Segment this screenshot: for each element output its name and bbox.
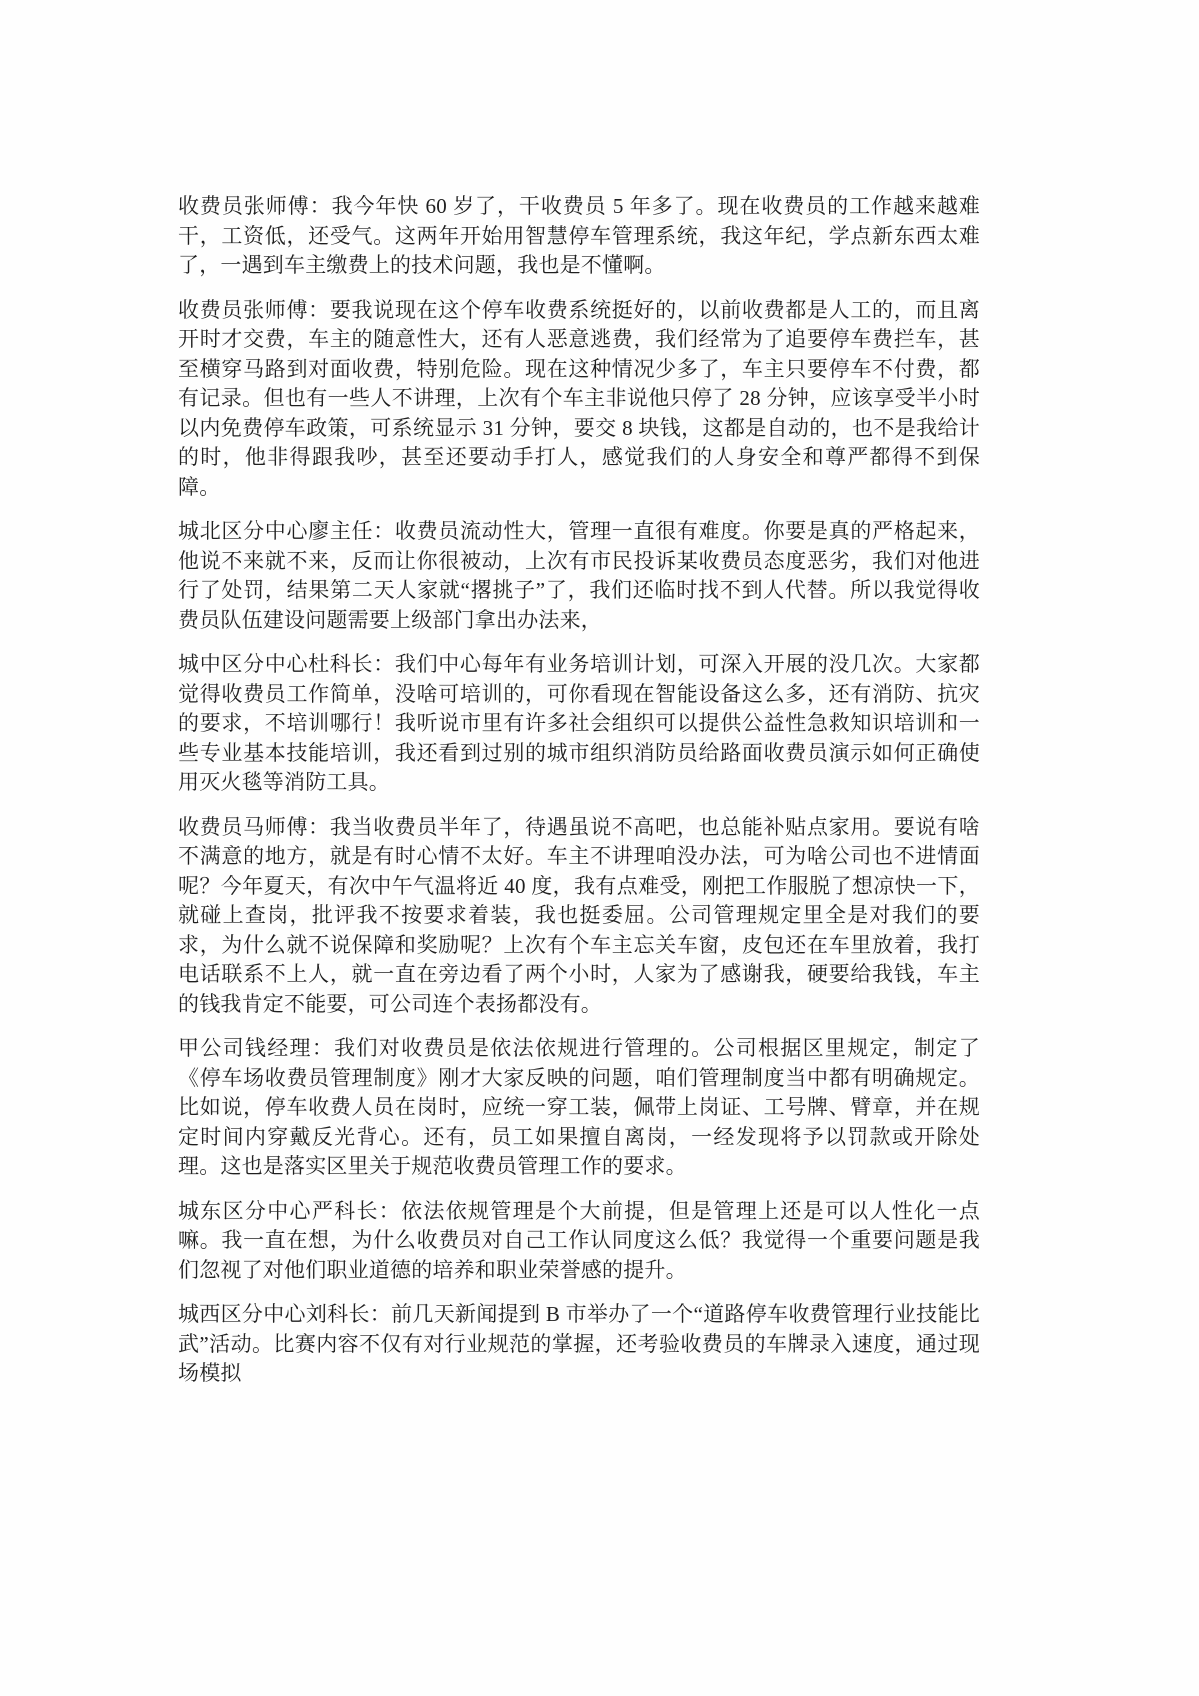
speaker-label: 城北区分中心廖主任： (178, 519, 395, 543)
text-block (178, 192, 980, 1389)
paragraph-text: 我们对收费员是依法依规进行管理的。公司根据区里规定，制定了《停车场收费员管理制度》刚才大家反映的问题，咱们管理制度当中都有明确规定。比如说，停车收费人员在岗时，应统一穿工装，佩带上岗证、工号牌、臂章，并在规定时间内穿戴反光背心。还有，员工如果擅自离岗，一经发现将予以罚款或开除处理。这也是落实区里关于规范收费员管理工作的要求。 (178, 1036, 980, 1178)
speaker-label: 收费员马师傅： (178, 814, 330, 839)
speaker-label: 收费员张师傅： (178, 297, 330, 322)
paragraph (178, 1197, 980, 1286)
speaker-label: 城西区分中心刘科长： (178, 1302, 392, 1326)
paragraph-text: 我当收费员半年了，待遇虽说不高吧，也总能补贴点家用。要说有啥不满意的地方，就是有时心情不太好。车主不讲理咱没办法，可为啥公司也不进情面呢？今年夏天，有次中午气温将近 40 度，我有点难受，刚把工作服脱了想凉快一下，就碰上查岗，批评我不按要求着装，我也挺委屈。公司管理规定里全是对我们的要求，为什么就不说保障和奖励呢？上次有个车主忘关车窗，皮包还在车里放着，我打电话联系不上人，就一直在旁边看了两个小时，人家为了感谢我，硬要给我钱，车主的钱我肯定不能要，可公司连个表扬都没有。 (178, 814, 980, 1016)
paragraph (178, 813, 980, 1020)
paragraph (178, 192, 980, 281)
paragraph (178, 296, 980, 503)
paragraph (178, 517, 980, 635)
paragraph-text: 收费员流动性大，管理一直很有难度。你要是真的严格起来，他说不来就不来，反而让你很被动，上次有市民投诉某收费员态度恶劣，我们对他进行了处罚，结果第二天人家就“撂挑子”了，我们还临时找不到人代替。所以我觉得收费员队伍建设问题需要上级部门拿出办法来， (178, 519, 980, 632)
paragraph-text: 要我说现在这个停车收费系统挺好的，以前收费都是人工的，而且离开时才交费，车主的随意性大，还有人恶意逃费，我们经常为了追要停车费拦车，甚至横穿马路到对面收费，特别危险。现在这种情况少多了，车主只要停车不付费，都有记录。但也有一些人不讲理，上次有个车主非说他只停了 28 分钟，应该享受半小时以内免费停车政策，可系统显示 31 分钟，要交 8 块钱，这都是自动的，也不是我给计的时，他非得跟我吵，甚至还要动手打人，感觉我们的人身安全和尊严都得不到保障。 (178, 297, 980, 499)
speaker-label: 城中区分中心杜科长： (178, 652, 395, 676)
speaker-label: 城东区分中心严科长： (178, 1198, 402, 1223)
paragraph-text: 我今年快 60 岁了，干收费员 5 年多了。现在收费员的工作越来越难干，工资低，还受气。这两年开始用智慧停车管理系统，我这年纪，学点新东西太难了，一遇到车主缴费上的技术问题，我也是不懂啊。 (178, 194, 980, 277)
paragraph (178, 1300, 980, 1389)
paragraph-text: 依法依规管理是个大前提，但是管理上还是可以人性化一点嘛。我一直在想，为什么收费员对自己工作认同度这么低？我觉得一个重要问题是我们忽视了对他们职业道德的培养和职业荣誉感的提升。 (178, 1198, 981, 1282)
speaker-label: 甲公司钱经理： (178, 1036, 335, 1060)
speaker-label: 收费员张师傅： (178, 194, 332, 218)
paragraph-text: 我们中心每年有业务培训计划，可深入开展的没几次。大家都觉得收费员工作简单，没啥可培训的，可你看现在智能设备这么多，还有消防、抗灾的要求，不培训哪行！我听说市里有许多社会组织可以提供公益性急救知识培训和一些专业基本技能培训，我还看到过别的城市组织消防员给路面收费员演示如何正确使用灭火毯等消防工具。 (178, 652, 980, 794)
paragraph-text: 前几天新闻提到 B 市举办了一个“道路停车收费管理行业技能比武”活动。比赛内容不仅有对行业规范的掌握，还考验收费员的车牌录入速度，通过现场模拟 (178, 1302, 981, 1385)
paragraph (178, 650, 980, 798)
paragraph (178, 1034, 980, 1182)
